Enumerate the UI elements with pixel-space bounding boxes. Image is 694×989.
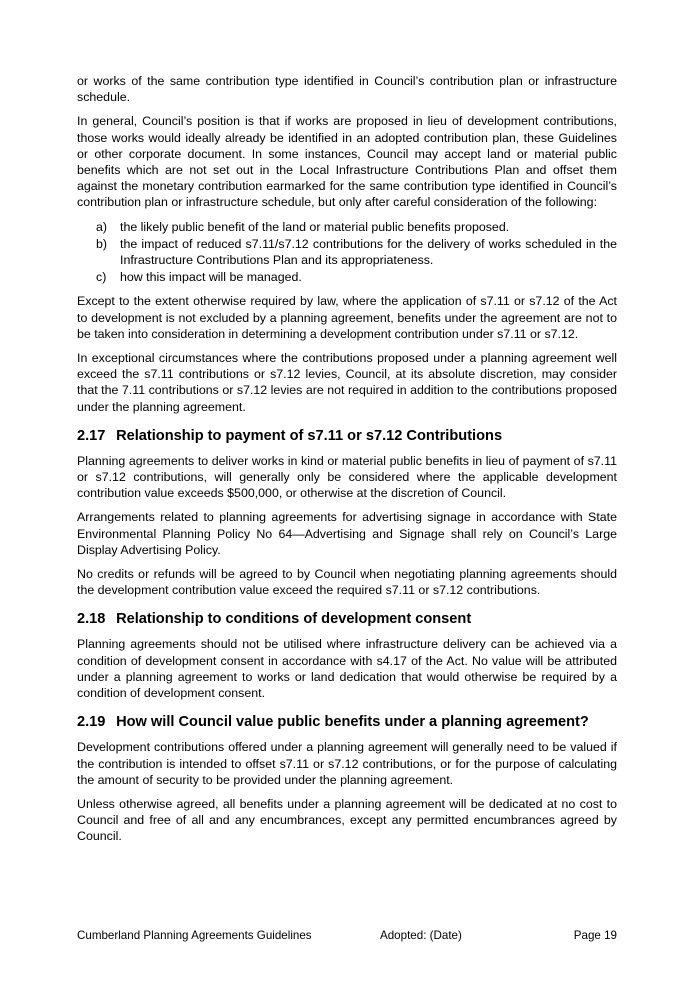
paragraph-exceptional-circumstances: In exceptional circumstances where the contributions proposed under a planning agreement well exceed the s7.11 contributions or s7.12 levies, Council, at its absolute discretion, may consider that the 7.11 contributions or s7.12 levies are not required in addition to the contributions proposed under the planning agreement.: [77, 351, 617, 414]
section-heading-2-19: [77, 713, 617, 731]
section-title: Relationship to payment of s7.11 or s7.12 Contributions: [116, 427, 503, 444]
section-number: 2.19: [77, 714, 106, 731]
paragraph: Unless otherwise agreed, all benefits under a planning agreement will be dedicated at no cost to Council and free of all and any encumbrances, except any permitted encumbrances agreed by Council.: [77, 796, 617, 844]
page-content: [77, 73, 617, 853]
list-item-text: the likely public benefit of the land or material public benefits proposed.: [120, 219, 510, 234]
list-marker: c): [96, 270, 107, 285]
list-item: [77, 269, 617, 285]
paragraph-continuation: or works of the same contribution type identified in Council’s contribution plan or infrastructure schedule.: [77, 74, 617, 105]
list-item: [77, 219, 617, 235]
section-title: How will Council value public benefits under a planning agreement?: [116, 714, 589, 731]
paragraph: Planning agreements should not be utilised where infrastructure delivery can be achieved via a condition of development consent in accordance with s4.17 of the Act. No value will be attributed under a planning agreement to works or land dedication that would otherwise be required by a condition of development consent.: [77, 637, 617, 701]
list-item-text: the impact of reduced s7.11/s7.12 contributions for the delivery of works scheduled in the Infrastructure Contributions Plan and its appropriateness.: [120, 236, 617, 268]
paragraph-council-position: In general, Council’s position is that if works are proposed in lieu of development contributions, those works would ideally already be identified in an adopted contribution plan, these Guidelines or other corporate document. In some instances, Council may accept land or material public benefits which are not set out in the Local Infrastructure Contributions Plan and offset them against the monetary contribution earmarked for the same contribution type identified in Council’s contribution plan or infrastructure schedule, but only after careful consideration of the following:: [77, 114, 617, 210]
footer-adopted-date: Adopted: (Date): [380, 929, 462, 942]
considerations-list: [77, 219, 617, 286]
footer-document-title: Cumberland Planning Agreements Guidelines: [77, 929, 312, 942]
footer-page-number: Page 19: [573, 929, 617, 942]
section-number: 2.18: [77, 611, 106, 628]
paragraph-law-exclusion: Except to the extent otherwise required by law, where the application of s7.11 or s7.12 of the Act to development is not excluded by a planning agreement, benefits under the agreement are not to be taken into consideration in determining a development contribution under s7.11 or s7.12.: [77, 294, 617, 341]
section-number: 2.17: [77, 427, 106, 444]
section-heading-2-17: [77, 427, 617, 445]
paragraph: Arrangements related to planning agreements for advertising signage in accordance with State Environmental Planning Policy No 64—Advertising and Signage shall rely on Council’s Large Display Advertising Policy.: [77, 510, 617, 557]
list-item-text: how this impact will be managed.: [120, 270, 302, 285]
list-marker: a): [96, 219, 108, 234]
section-heading-2-18: [77, 610, 617, 628]
paragraph: No credits or refunds will be agreed to by Council when negotiating planning agreements should the development contribution value exceed the required s7.11 or s7.12 contributions.: [77, 567, 617, 598]
list-item: [77, 236, 617, 268]
list-marker: b): [96, 236, 108, 251]
paragraph: Development contributions offered under a planning agreement will generally need to be valued if the contribution is intended to offset s7.11 or s7.12 contributions, or for the purpose of calculating the amount of security to be provided under the planning agreement.: [77, 740, 617, 787]
page-footer: [77, 928, 617, 944]
paragraph: Planning agreements to deliver works in kind or material public benefits in lieu of payment of s7.11 or s7.12 contributions, will generally only be considered where the applicable development contribution value exceeds $500,000, or otherwise at the discretion of Council.: [77, 453, 617, 501]
section-title: Relationship to conditions of development consent: [116, 611, 472, 628]
